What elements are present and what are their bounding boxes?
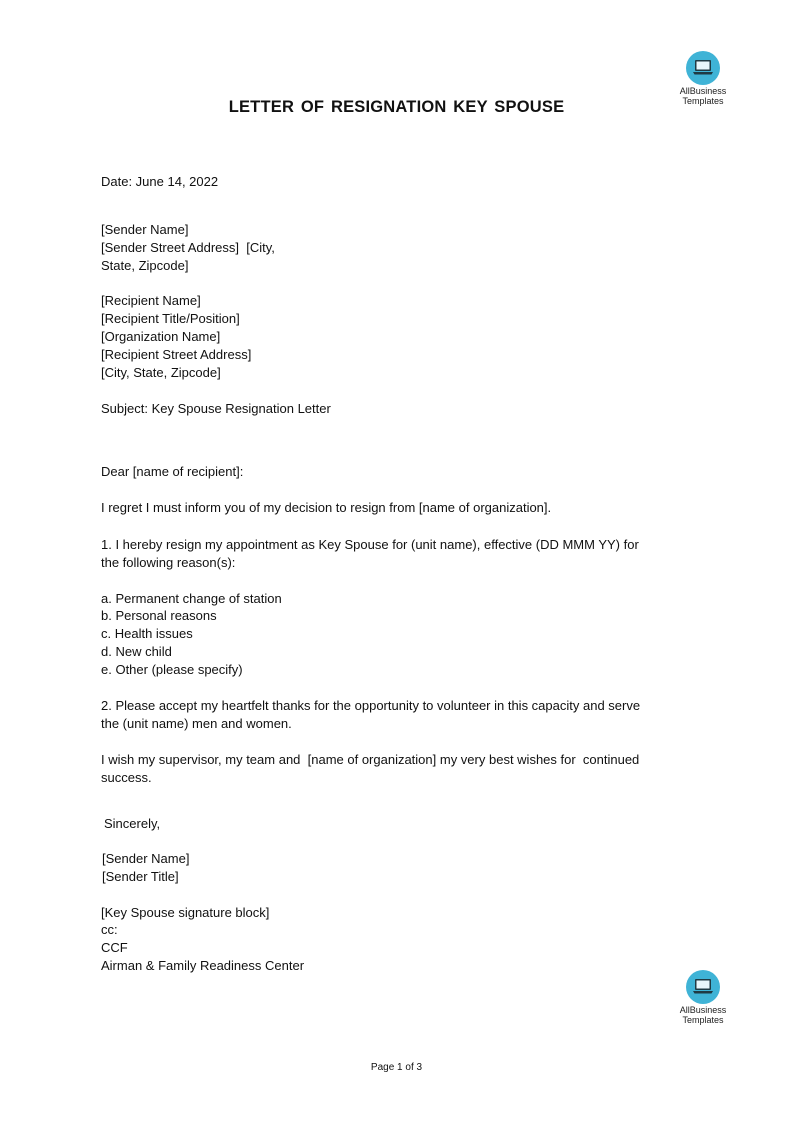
signature-title: [Sender Title] (102, 869, 179, 884)
logo-text-line1: AllBusiness (679, 86, 727, 96)
cc-recipient: Airman & Family Readiness Center (101, 958, 305, 973)
closing: Sincerely, (104, 816, 161, 831)
organization-name: [Organization Name] (101, 329, 221, 344)
subject-line: Subject: Key Spouse Resignation Letter (101, 401, 331, 416)
recipient-address: [Recipient Street Address] (101, 347, 252, 362)
logo-text-line1: AllBusiness (679, 1005, 727, 1015)
recipient-title: [Recipient Title/Position] (101, 311, 240, 326)
paragraph-3-line-2: success. (101, 770, 152, 785)
sender-name: [Sender Name] (101, 222, 189, 237)
signature-block-label: [Key Spouse signature block] (101, 905, 270, 920)
logo-text-line2: Templates (682, 1015, 724, 1025)
paragraph-2-line-1: 2. Please accept my heartfelt thanks for the opportunity to volunteer in this capacity and serve (101, 698, 641, 713)
logo-text-line2: Templates (682, 96, 724, 106)
intro-paragraph: I regret I must inform you of my decision to resign from [name of organization]. (101, 500, 552, 515)
recipient-city: [City, State, Zipcode] (101, 365, 221, 380)
sender-address: [Sender Street Address] [City, (101, 240, 275, 255)
reason-item: b. Personal reasons (101, 608, 217, 623)
signature-name: [Sender Name] (102, 851, 190, 866)
recipient-name: [Recipient Name] (101, 293, 201, 308)
reason-item: d. New child (101, 644, 172, 659)
sender-city: State, Zipcode] (101, 258, 189, 273)
paragraph-3-line-1: I wish my supervisor, my team and [name of organization] my very best wishes for continued (101, 752, 640, 767)
reason-item: e. Other (please specify) (101, 662, 243, 677)
cc-label: cc: (101, 922, 118, 937)
date-line: Date: June 14, 2022 (101, 174, 219, 189)
allbusiness-logo (668, 970, 738, 1025)
salutation: Dear [name of recipient]: (101, 464, 244, 479)
document-title: LETTER OF RESIGNATION KEY SPOUSE (228, 98, 565, 116)
paragraph-1-line-2: the following reason(s): (101, 555, 236, 570)
paragraph-2-line-2: the (unit name) men and women. (101, 716, 292, 731)
cc-recipient: CCF (101, 940, 128, 955)
page-number: Page 1 of 3 (370, 1062, 423, 1073)
laptop-icon (686, 970, 720, 1004)
reason-item: a. Permanent change of station (101, 591, 282, 606)
paragraph-1-line-1: 1. I hereby resign my appointment as Key Spouse for (unit name), effective (DD MMM YY) for (101, 537, 639, 552)
laptop-icon (686, 51, 720, 85)
reason-item: c. Health issues (101, 626, 193, 641)
